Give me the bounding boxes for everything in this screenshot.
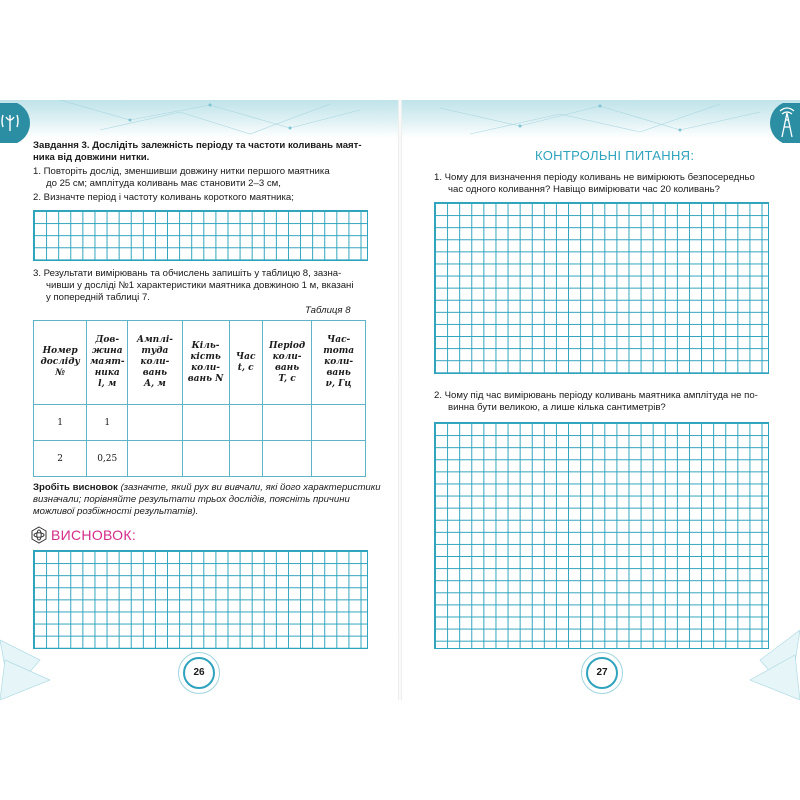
table-cell[interactable] [229,405,262,441]
answer-grid-q2[interactable] [434,422,769,649]
antenna-icon [0,103,40,143]
table-cell[interactable] [262,405,311,441]
header-period: Період коли- вань T, с [262,321,311,405]
header-number: Номер досліду № [34,321,87,405]
conclusion-instr-line1: Зробіть висновок (зазначте, який рух ви вивчали, які його характеристики [33,482,381,493]
atom-icon [30,526,48,544]
table-header-row [34,321,366,405]
question1-line2: час одного коливання? Навіщо вимірювати час 20 коливань? [448,184,720,195]
table-cell[interactable] [229,441,262,477]
table-cell[interactable] [262,441,311,477]
task3-title-line2: ника від довжини нитки. [33,152,150,163]
page-number: 27 [586,657,618,689]
question2-line2: винна бути великою, а лише кілька сантиметрів? [448,402,666,413]
table-cell[interactable] [128,441,183,477]
step2: 2. Визначте період і частоту коливань короткого маятника; [33,192,294,203]
header-length: Дов- жина маят- ника l, м [87,321,128,405]
answer-grid-q1[interactable] [434,202,769,374]
step1-line1: 1. Повторіть дослід, зменшивши довжину нитки першого маятника [33,166,330,177]
table-cell[interactable] [312,441,366,477]
question2-line1: 2. Чому під час вимірювань періоду коливань маятника амплітуда не по- [434,390,758,401]
page-number: 26 [183,657,215,689]
conclusion-answer-grid[interactable] [33,550,368,649]
table-cell: 1 [34,405,87,441]
table-cell: 1 [87,405,128,441]
conclusion-instr-line2: визначали; порівняйте результати трьох дослідів, поясніть причини [33,494,350,505]
table-row [34,441,366,477]
conclusion-instr-line3: можливої розбіжності результатів). [33,506,199,517]
table-8 [33,320,366,477]
corner-decoration [740,600,800,700]
question1-line1: 1. Чому для визначення періоду коливань не вимірюють безпосередньо [434,172,755,183]
control-questions-title: КОНТРОЛЬНІ ПИТАННЯ: [535,148,695,163]
table-cell[interactable] [182,405,229,441]
table-cell: 0,25 [87,441,128,477]
table-row [34,405,366,441]
table-cell: 2 [34,441,87,477]
gutter [398,100,402,700]
header-frequency: Час- тота коли- вань ν, Гц [312,321,366,405]
table-cell[interactable] [128,405,183,441]
table-cell[interactable] [182,441,229,477]
answer-grid-step2[interactable] [33,210,368,261]
table-caption: Таблиця 8 [305,305,351,316]
tower-icon [760,103,800,143]
task3-title-line1: Завдання 3. Дослідіть залежність періоду та частоти коливань маят- [33,140,362,151]
conclusion-title: ВИСНОВОК: [51,527,137,543]
table-cell[interactable] [312,405,366,441]
step3-line2: чивши у досліді №1 характеристики маятника довжиною 1 м, вказані [46,280,354,291]
corner-decoration [0,600,60,700]
header-time: Час t, с [229,321,262,405]
step3-line1: 3. Результати вимірювань та обчислень запишіть у таблицю 8, зазна- [33,268,342,279]
header-amplitude: Амплі- туда коли- вань A, м [128,321,183,405]
header-count: Кіль- кість коли- вань N [182,321,229,405]
step1-line2: до 25 см; амплітуда коливань має становити 2–3 см, [46,178,281,189]
step3-line3: у попередній таблиці 7. [46,292,150,303]
